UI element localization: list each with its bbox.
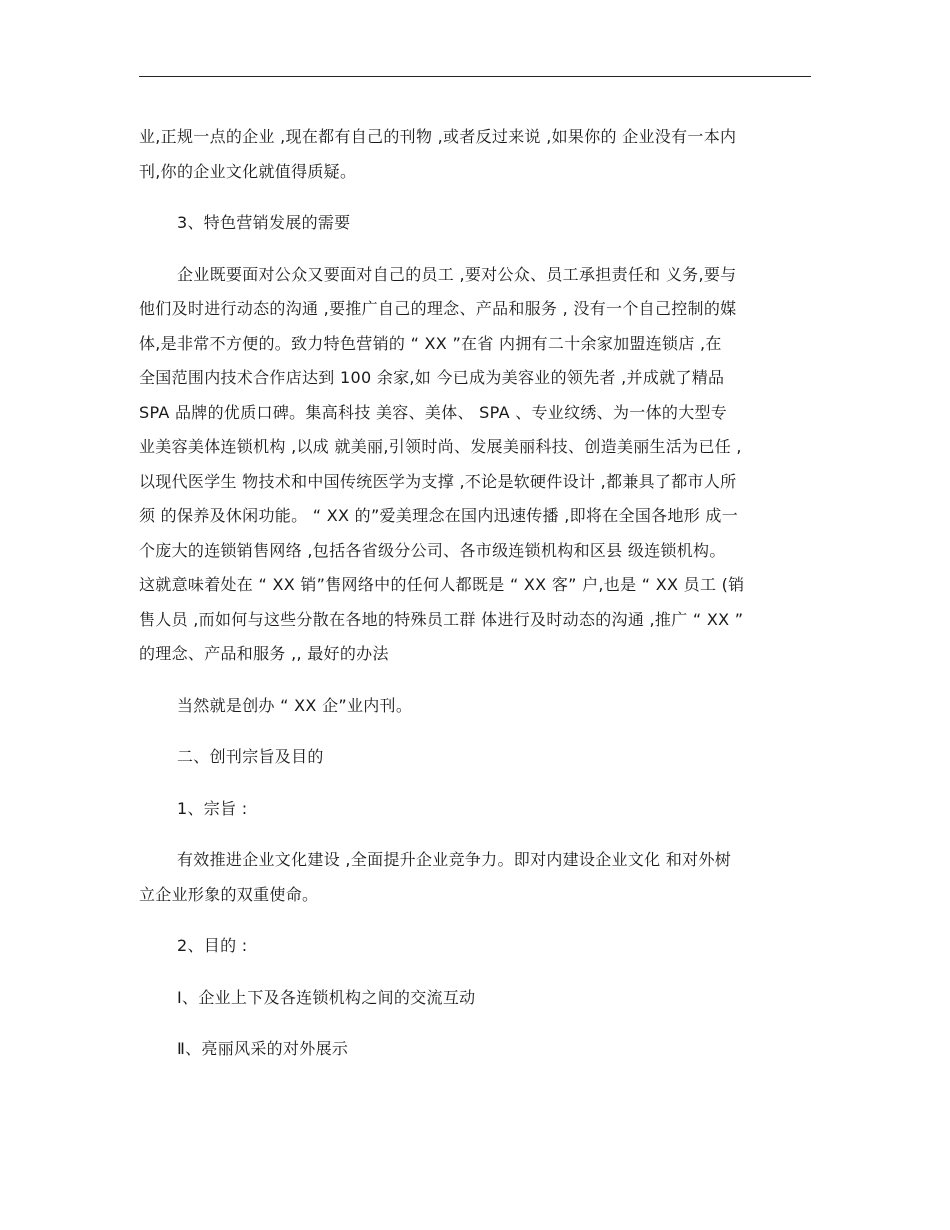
- marketing-paragraph: 企业既要面对公众又要面对自己的员工 ,要对公众、员工承担责任和 义务,要与 他们及时进行动态的沟通 ,要推广自己的理念、产品和服务 , 没有一个自己控制的媒 体,是非常不方便的。致力特色营销的 “ XX ”在省 内拥有二十余家加盟连锁店 ,在 全国范围内技术合作店达到 100 余家,如 今已成为美容业的领先者 ,并成就了精品 SPA 品牌的优质口碑。集高科技 美容、美体、 SPA 、专业纹绣、为一体的大型专 业美容美体连锁机构 ,以成 就美丽,引领时尚、发展美丽科技、创造美丽生活为已任 , 以现代医学生 物技术和中国传统医学为支撑 ,不论是软硬件设计 ,都兼具了都市人所 须 的保养及休闲功能。 “ XX 的”爱美理念在国内迅速传播 ,即将在全国各地形 成一 个庞大的连锁销售网络 ,包括各省级分公司、各市级连锁机构和区县 级连锁机构。 这就意味着处在 “ XX 销”售网络中的任何人都既是 “ XX 客” 户,也是 “ XX 员工 (销 售人员 ,而如何与这些分散在各地的特殊员工群 体进行及时动态的沟通 ,推广 “ XX ” 的理念、产品和服务 ,, 最好的办法: [139, 264, 745, 663]
- purpose-item-2: Ⅱ、亮丽风采的对外展示: [177, 1039, 349, 1058]
- item-1-heading: 1、宗旨 :: [177, 798, 248, 818]
- conclusion-paragraph: 当然就是创办 “ XX 企”业内刊。: [177, 695, 413, 715]
- continuation-paragraph: 业,正规一点的企业 ,现在都有自己的刊物 ,或者反过来说 ,如果你的 企业没有一本内 刊,你的企业文化就值得质疑。: [139, 127, 737, 181]
- heading-3: 3、特色营销发展的需要: [177, 213, 351, 232]
- section-2-heading: 二、创刊宗旨及目的: [177, 747, 324, 766]
- mission-paragraph: 有效推进企业文化建设 ,全面提升企业竞争力。即对内建设企业文化 和对外树 立企业形象的双重使命。: [139, 850, 732, 904]
- purpose-item-1: Ⅰ、企业上下及各连锁机构之间的交流互动: [177, 987, 476, 1007]
- document-body: [139, 120, 819, 1067]
- header-rule: [139, 76, 811, 77]
- item-2-heading: 2、目的 :: [177, 936, 248, 955]
